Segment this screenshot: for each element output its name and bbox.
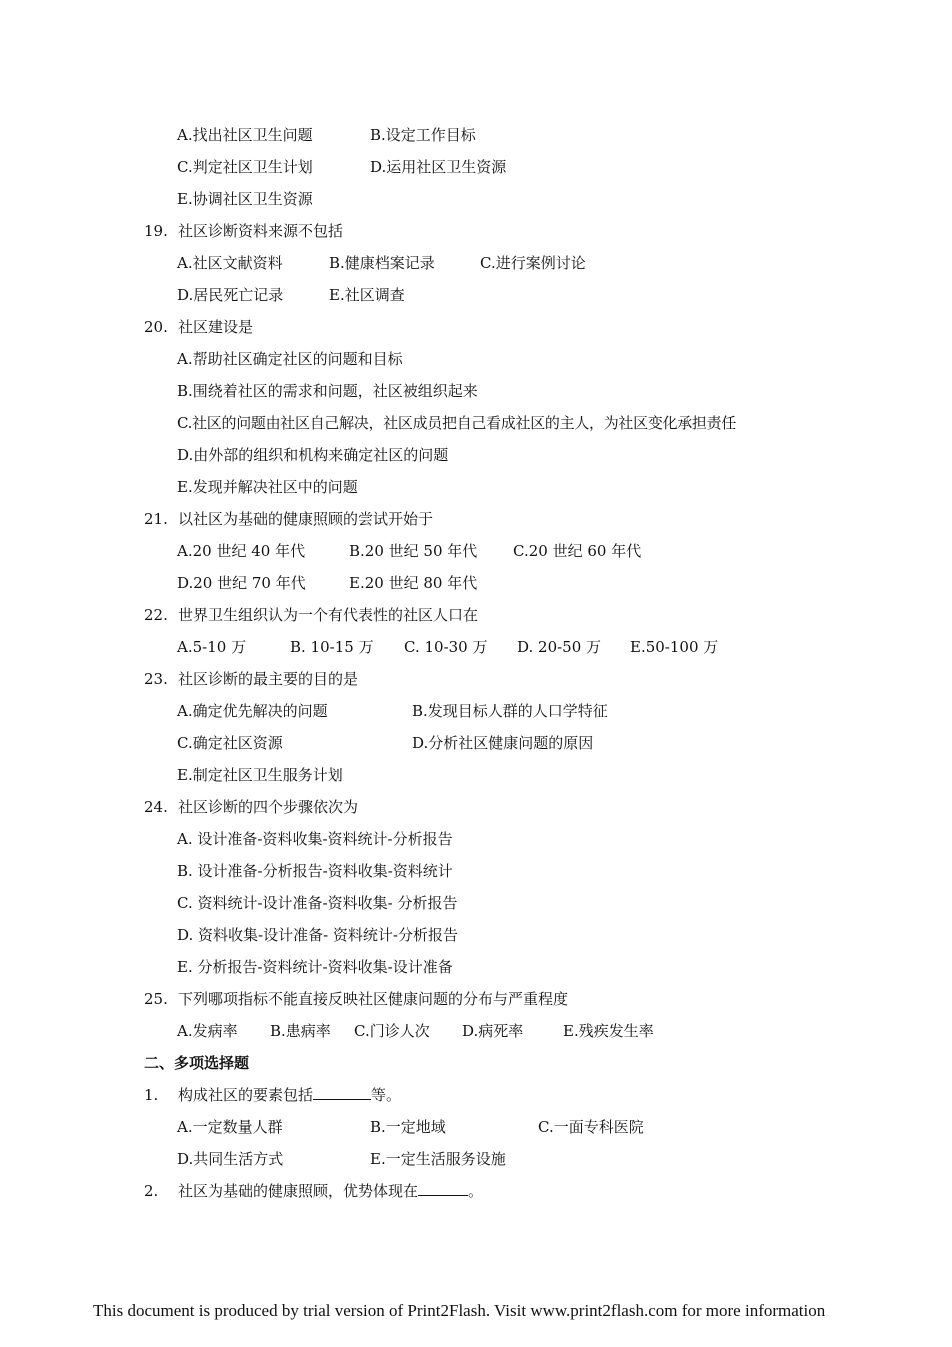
q23-option-e: E.制定社区卫生服务计划 <box>177 766 343 784</box>
q19-option-a: A.社区文献资料 <box>177 254 283 272</box>
m2-answer-blank <box>418 1181 468 1196</box>
q23-option-c: C.确定社区资源 <box>177 734 283 752</box>
q21-stem <box>144 509 433 529</box>
q23-option-a: A.确定优先解决的问题 <box>177 702 328 720</box>
q21-option-d: D.20 世纪 70 年代 <box>177 574 306 592</box>
q25-option-c: C.门诊人次 <box>354 1022 430 1040</box>
q20-number: 20. <box>144 318 168 336</box>
q18-option-d: D.运用社区卫生资源 <box>370 158 507 176</box>
m1-answer-blank <box>313 1085 371 1100</box>
m2-text-post: 。 <box>468 1182 484 1200</box>
q24-option-e: E. 分析报告-资料统计-资料收集-设计准备 <box>177 958 453 976</box>
m1-option-b: B.一定地域 <box>370 1118 446 1136</box>
q19-option-b: B.健康档案记录 <box>329 254 435 272</box>
q20-option-d: D.由外部的组织和机构来确定社区的问题 <box>177 446 449 464</box>
q24-stem <box>144 797 358 817</box>
q24-number: 24. <box>144 798 168 816</box>
q18-option-b: B.设定工作目标 <box>370 126 476 144</box>
q21-option-e: E.20 世纪 80 年代 <box>349 574 478 592</box>
q18-option-a: A.找出社区卫生问题 <box>177 126 313 144</box>
m1-option-d: D.共同生活方式 <box>177 1150 284 1168</box>
q24-text: 社区诊断的四个步骤依次为 <box>178 798 359 816</box>
q19-option-c: C.进行案例讨论 <box>480 254 586 272</box>
m2-stem <box>144 1181 483 1201</box>
q23-text: 社区诊断的最主要的目的是 <box>178 670 359 688</box>
m1-option-e: E.一定生活服务设施 <box>370 1150 506 1168</box>
q18-option-c: C.判定社区卫生计划 <box>177 158 313 176</box>
q19-text: 社区诊断资料来源不包括 <box>178 222 344 240</box>
q20-option-c: C.社区的问题由社区自己解决，社区成员把自己看成社区的主人，为社区变化承担责任 <box>177 414 737 432</box>
q23-number: 23. <box>144 670 168 688</box>
m2-text-pre: 社区为基础的健康照顾，优势体现在 <box>178 1182 419 1200</box>
section-heading-multiple-choice: 二、多项选择题 <box>144 1054 250 1072</box>
q20-option-e: E.发现并解决社区中的问题 <box>177 478 358 496</box>
q24-option-c: C. 资料统计-设计准备-资料收集- 分析报告 <box>177 894 458 912</box>
q21-option-a: A.20 世纪 40 年代 <box>177 542 306 560</box>
q24-option-b: B. 设计准备-分析报告-资料收集-资料统计 <box>177 862 453 880</box>
q22-number: 22. <box>144 606 168 624</box>
m2-number: 2. <box>144 1182 159 1200</box>
q22-stem <box>144 605 478 625</box>
q23-option-d: D.分析社区健康问题的原因 <box>412 734 594 752</box>
q22-text: 世界卫生组织认为一个有代表性的社区人口在 <box>178 606 479 624</box>
q19-stem <box>144 221 343 241</box>
q21-option-b: B.20 世纪 50 年代 <box>349 542 478 560</box>
q21-number: 21. <box>144 510 168 528</box>
m1-number: 1. <box>144 1086 159 1104</box>
q20-stem <box>144 317 253 337</box>
q20-option-b: B.围绕着社区的需求和问题，社区被组织起来 <box>177 382 478 400</box>
q19-number: 19. <box>144 222 168 240</box>
q23-stem <box>144 669 358 689</box>
q24-option-a: A. 设计准备-资料收集-资料统计-分析报告 <box>177 830 453 848</box>
m1-stem <box>144 1085 401 1105</box>
q19-option-e: E.社区调查 <box>329 286 405 304</box>
m1-text-post: 等。 <box>371 1086 402 1104</box>
trial-version-footer: This document is produced by trial version of Print2Flash. Visit www.print2flash.com for more information <box>93 1301 826 1320</box>
m1-text-pre: 构成社区的要素包括 <box>178 1086 314 1104</box>
q22-option-c: C. 10-30 万 <box>404 638 488 656</box>
q24-option-d: D. 资料收集-设计准备- 资料统计-分析报告 <box>177 926 459 944</box>
q20-option-a: A.帮助社区确定社区的问题和目标 <box>177 350 403 368</box>
q25-stem <box>144 989 568 1009</box>
q19-option-d: D.居民死亡记录 <box>177 286 284 304</box>
q18-option-e: E.协调社区卫生资源 <box>177 190 313 208</box>
q25-option-e: E.残疾发生率 <box>563 1022 654 1040</box>
q21-option-c: C.20 世纪 60 年代 <box>513 542 642 560</box>
m1-option-a: A.一定数量人群 <box>177 1118 283 1136</box>
q25-text: 下列哪项指标不能直接反映社区健康问题的分布与严重程度 <box>178 990 569 1008</box>
q21-text: 以社区为基础的健康照顾的尝试开始于 <box>178 510 434 528</box>
q22-option-b: B. 10-15 万 <box>290 638 374 656</box>
q25-option-b: B.患病率 <box>270 1022 331 1040</box>
q25-option-a: A.发病率 <box>177 1022 238 1040</box>
q22-option-a: A.5-10 万 <box>177 638 247 656</box>
q22-option-e: E.50-100 万 <box>630 638 719 656</box>
q25-number: 25. <box>144 990 168 1008</box>
q20-text: 社区建设是 <box>178 318 254 336</box>
q25-option-d: D.病死率 <box>462 1022 524 1040</box>
m1-option-c: C.一面专科医院 <box>538 1118 644 1136</box>
q23-option-b: B.发现目标人群的人口学特征 <box>412 702 608 720</box>
q22-option-d: D. 20-50 万 <box>517 638 602 656</box>
